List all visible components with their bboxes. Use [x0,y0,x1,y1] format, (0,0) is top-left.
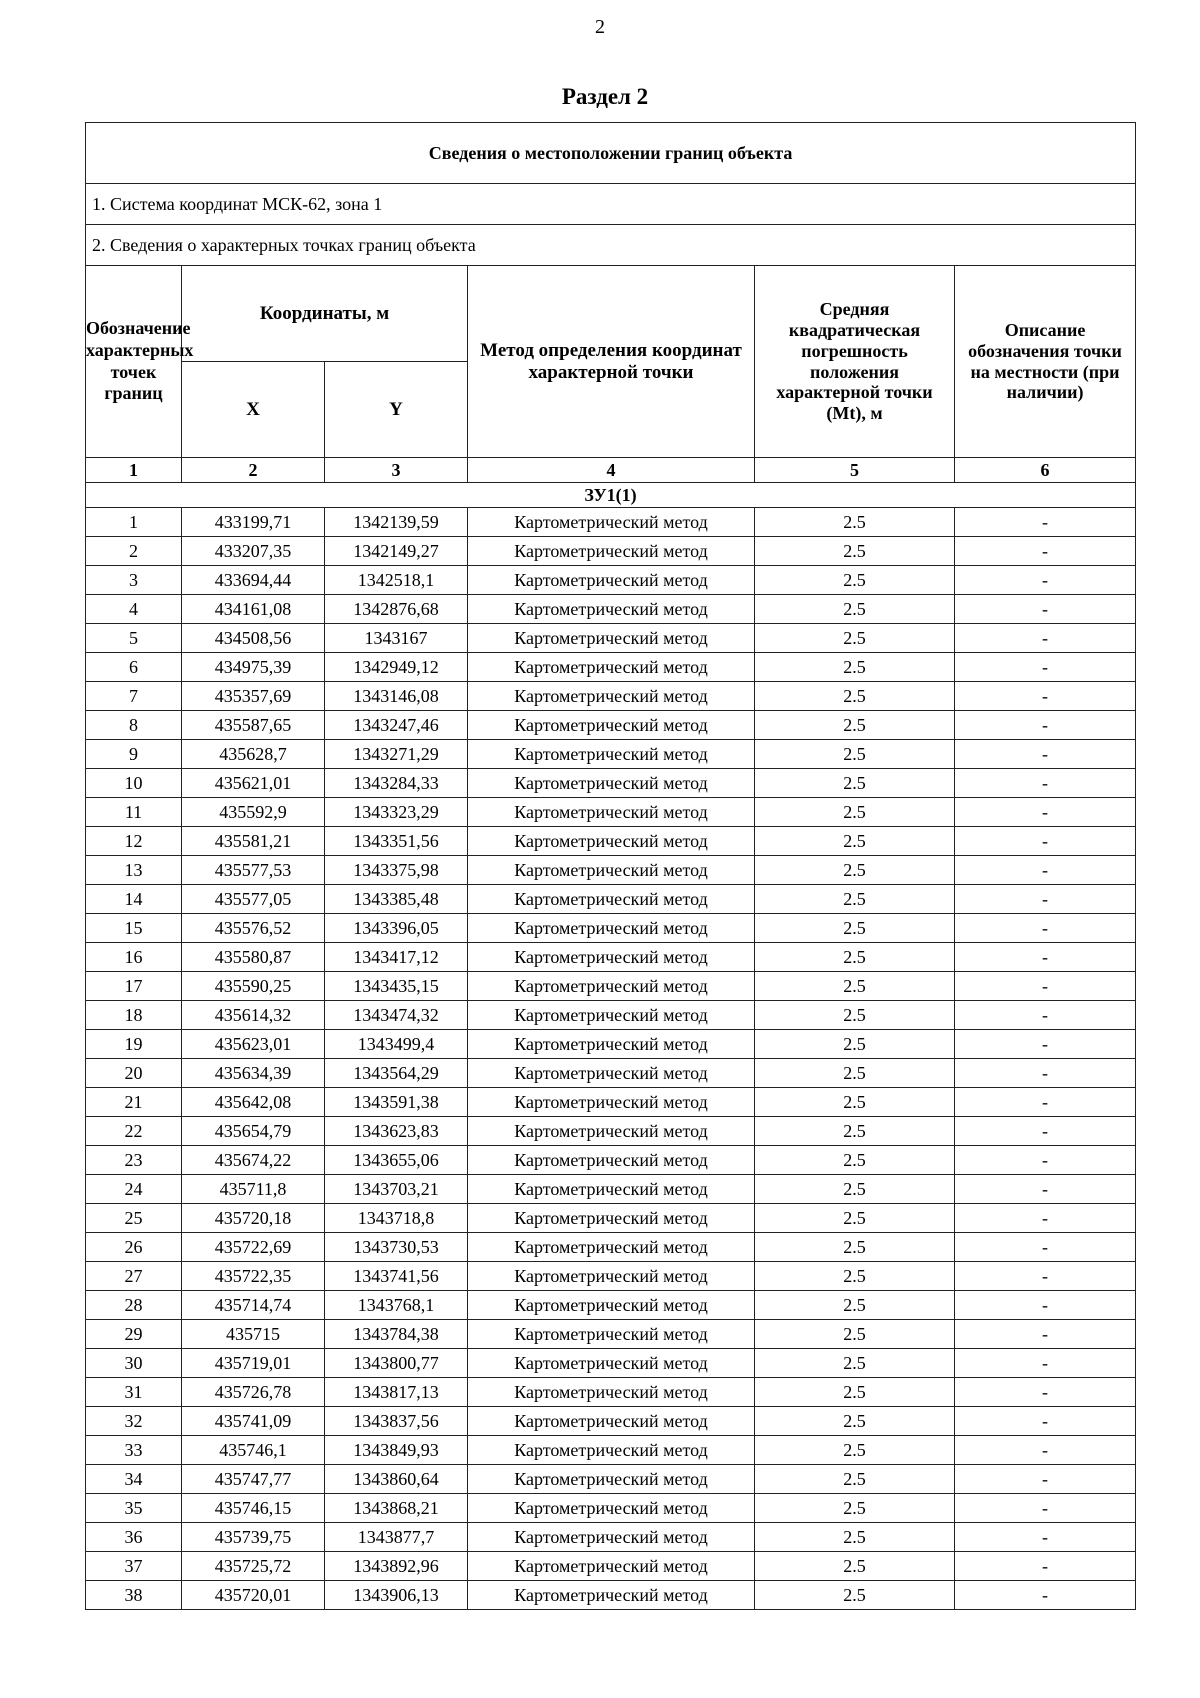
y-coordinate-cell: 1343351,56 [325,827,468,856]
method-cell: Картометрический метод [468,943,755,972]
boundary-points-table [85,122,1136,1610]
method-cell: Картометрический метод [468,1291,755,1320]
point-number-cell: 22 [86,1117,182,1146]
table-row [86,1146,1136,1175]
x-coordinate-cell: 435674,22 [182,1146,325,1175]
point-number-cell: 35 [86,1494,182,1523]
y-coordinate-cell: 1343417,12 [325,943,468,972]
description-cell: - [955,1291,1136,1320]
description-cell: - [955,1175,1136,1204]
coord-system-row: 1. Система координат МСК-62, зона 1 [86,184,1136,225]
x-coordinate-cell: 435711,8 [182,1175,325,1204]
description-cell: - [955,508,1136,537]
x-coordinate-cell: 435580,87 [182,943,325,972]
column-numbers-row [86,458,1136,483]
method-cell: Картометрический метод [468,1088,755,1117]
table-row [86,798,1136,827]
method-cell: Картометрический метод [468,653,755,682]
y-coordinate-cell: 1343860,64 [325,1465,468,1494]
error-cell: 2.5 [755,1146,955,1175]
block-title: Сведения о местоположении границ объекта [86,123,1136,184]
header-y: Y [325,362,468,458]
point-number-cell: 33 [86,1436,182,1465]
description-cell: - [955,740,1136,769]
table-row [86,1088,1136,1117]
point-number-cell: 37 [86,1552,182,1581]
x-coordinate-cell: 435642,08 [182,1088,325,1117]
table-row [86,1233,1136,1262]
method-cell: Картометрический метод [468,1349,755,1378]
error-cell: 2.5 [755,537,955,566]
description-cell: - [955,1088,1136,1117]
point-number-cell: 38 [86,1581,182,1610]
point-number-cell: 9 [86,740,182,769]
error-cell: 2.5 [755,566,955,595]
description-cell: - [955,1523,1136,1552]
point-number-cell: 25 [86,1204,182,1233]
x-coordinate-cell: 435722,69 [182,1233,325,1262]
x-coordinate-cell: 435577,53 [182,856,325,885]
x-coordinate-cell: 435623,01 [182,1030,325,1059]
y-coordinate-cell: 1343499,4 [325,1030,468,1059]
table-row [86,972,1136,1001]
error-cell: 2.5 [755,653,955,682]
y-coordinate-cell: 1343591,38 [325,1088,468,1117]
table-row [86,1378,1136,1407]
method-cell: Картометрический метод [468,1204,755,1233]
point-number-cell: 1 [86,508,182,537]
description-cell: - [955,1204,1136,1233]
point-number-cell: 31 [86,1378,182,1407]
x-coordinate-cell: 435714,74 [182,1291,325,1320]
y-coordinate-cell: 1343396,05 [325,914,468,943]
method-cell: Картометрический метод [468,769,755,798]
point-number-cell: 20 [86,1059,182,1088]
method-cell: Картометрический метод [468,798,755,827]
description-cell: - [955,537,1136,566]
x-coordinate-cell: 435746,1 [182,1436,325,1465]
error-cell: 2.5 [755,1320,955,1349]
x-coordinate-cell: 435654,79 [182,1117,325,1146]
point-number-cell: 32 [86,1407,182,1436]
point-number-cell: 24 [86,1175,182,1204]
point-number-cell: 14 [86,885,182,914]
error-cell: 2.5 [755,1117,955,1146]
error-cell: 2.5 [755,798,955,827]
point-number-cell: 6 [86,653,182,682]
column-number: 6 [955,458,1136,483]
y-coordinate-cell: 1343655,06 [325,1146,468,1175]
method-cell: Картометрический метод [468,508,755,537]
table-row [86,885,1136,914]
point-number-cell: 10 [86,769,182,798]
method-cell: Картометрический метод [468,711,755,740]
method-cell: Картометрический метод [468,1523,755,1552]
method-cell: Картометрический метод [468,1117,755,1146]
error-cell: 2.5 [755,1030,955,1059]
point-number-cell: 12 [86,827,182,856]
point-number-cell: 18 [86,1001,182,1030]
method-cell: Картометрический метод [468,1146,755,1175]
point-number-cell: 2 [86,537,182,566]
column-number: 5 [755,458,955,483]
table-row [86,1117,1136,1146]
header-coordinates: Координаты, м [182,266,468,362]
x-coordinate-cell: 435576,52 [182,914,325,943]
table-row [86,1523,1136,1552]
x-coordinate-cell: 435628,7 [182,740,325,769]
table-row [86,1552,1136,1581]
x-coordinate-cell: 435357,69 [182,682,325,711]
error-cell: 2.5 [755,624,955,653]
table-row [86,1494,1136,1523]
x-coordinate-cell: 435722,35 [182,1262,325,1291]
description-cell: - [955,972,1136,1001]
description-cell: - [955,1465,1136,1494]
description-cell: - [955,827,1136,856]
x-coordinate-cell: 435634,39 [182,1059,325,1088]
point-number-cell: 13 [86,856,182,885]
error-cell: 2.5 [755,1436,955,1465]
error-cell: 2.5 [755,1552,955,1581]
table-row [86,914,1136,943]
description-cell: - [955,1552,1136,1581]
table-row [86,740,1136,769]
column-number: 1 [86,458,182,483]
description-cell: - [955,769,1136,798]
y-coordinate-cell: 1342139,59 [325,508,468,537]
y-coordinate-cell: 1343817,13 [325,1378,468,1407]
y-coordinate-cell: 1343323,29 [325,798,468,827]
description-cell: - [955,1059,1136,1088]
y-coordinate-cell: 1343800,77 [325,1349,468,1378]
y-coordinate-cell: 1342149,27 [325,537,468,566]
method-cell: Картометрический метод [468,624,755,653]
group-label: ЗУ1(1) [86,483,1136,508]
y-coordinate-cell: 1343247,46 [325,711,468,740]
x-coordinate-cell: 435715 [182,1320,325,1349]
header-x: X [182,362,325,458]
table-row [86,1204,1136,1233]
error-cell: 2.5 [755,1378,955,1407]
description-cell: - [955,624,1136,653]
error-cell: 2.5 [755,595,955,624]
points-title-row: 2. Сведения о характерных точках границ объекта [86,225,1136,266]
point-number-cell: 11 [86,798,182,827]
method-cell: Картометрический метод [468,740,755,769]
table-row [86,1059,1136,1088]
y-coordinate-cell: 1343892,96 [325,1552,468,1581]
table-row [86,769,1136,798]
point-number-cell: 8 [86,711,182,740]
point-number-cell: 23 [86,1146,182,1175]
table-row [86,943,1136,972]
point-number-cell: 34 [86,1465,182,1494]
description-cell: - [955,1407,1136,1436]
method-cell: Картометрический метод [468,972,755,1001]
point-number-cell: 30 [86,1349,182,1378]
method-cell: Картометрический метод [468,856,755,885]
method-cell: Картометрический метод [468,1465,755,1494]
y-coordinate-cell: 1343877,7 [325,1523,468,1552]
y-coordinate-cell: 1343849,93 [325,1436,468,1465]
description-cell: - [955,653,1136,682]
description-cell: - [955,1233,1136,1262]
page-number: 2 [595,16,605,38]
method-cell: Картометрический метод [468,595,755,624]
y-coordinate-cell: 1343167 [325,624,468,653]
y-coordinate-cell: 1343784,38 [325,1320,468,1349]
method-cell: Картометрический метод [468,1262,755,1291]
point-number-cell: 27 [86,1262,182,1291]
table-row [86,508,1136,537]
x-coordinate-cell: 435614,32 [182,1001,325,1030]
method-cell: Картометрический метод [468,1552,755,1581]
method-cell: Картометрический метод [468,827,755,856]
y-coordinate-cell: 1343564,29 [325,1059,468,1088]
error-cell: 2.5 [755,1465,955,1494]
x-coordinate-cell: 435577,05 [182,885,325,914]
table-row [86,595,1136,624]
x-coordinate-cell: 433207,35 [182,537,325,566]
method-cell: Картометрический метод [468,1059,755,1088]
description-cell: - [955,682,1136,711]
description-cell: - [955,566,1136,595]
method-cell: Картометрический метод [468,1030,755,1059]
y-coordinate-cell: 1343768,1 [325,1291,468,1320]
error-cell: 2.5 [755,711,955,740]
method-cell: Картометрический метод [468,885,755,914]
column-number: 3 [325,458,468,483]
description-cell: - [955,1117,1136,1146]
y-coordinate-cell: 1343284,33 [325,769,468,798]
description-cell: - [955,1378,1136,1407]
description-cell: - [955,1320,1136,1349]
y-coordinate-cell: 1343385,48 [325,885,468,914]
description-cell: - [955,798,1136,827]
x-coordinate-cell: 433694,44 [182,566,325,595]
description-cell: - [955,1436,1136,1465]
point-number-cell: 5 [86,624,182,653]
table-row [86,624,1136,653]
x-coordinate-cell: 435719,01 [182,1349,325,1378]
method-cell: Картометрический метод [468,914,755,943]
header-method: Метод определения координат характерной точки [468,266,755,458]
method-cell: Картометрический метод [468,1494,755,1523]
description-cell: - [955,711,1136,740]
error-cell: 2.5 [755,1581,955,1610]
description-cell: - [955,595,1136,624]
method-cell: Картометрический метод [468,1378,755,1407]
description-cell: - [955,1146,1136,1175]
column-number: 4 [468,458,755,483]
table-row [86,1175,1136,1204]
y-coordinate-cell: 1343868,21 [325,1494,468,1523]
error-cell: 2.5 [755,508,955,537]
method-cell: Картометрический метод [468,1407,755,1436]
x-coordinate-cell: 435720,18 [182,1204,325,1233]
table-row [86,856,1136,885]
table-row [86,827,1136,856]
error-cell: 2.5 [755,1088,955,1117]
y-coordinate-cell: 1343435,15 [325,972,468,1001]
x-coordinate-cell: 435581,21 [182,827,325,856]
method-cell: Картометрический метод [468,1320,755,1349]
y-coordinate-cell: 1343906,13 [325,1581,468,1610]
description-cell: - [955,943,1136,972]
error-cell: 2.5 [755,1001,955,1030]
header-point-designation: Обозначение характерных точек границ [86,266,182,458]
x-coordinate-cell: 435592,9 [182,798,325,827]
table-row [86,1291,1136,1320]
error-cell: 2.5 [755,856,955,885]
point-number-cell: 29 [86,1320,182,1349]
x-coordinate-cell: 434975,39 [182,653,325,682]
y-coordinate-cell: 1343623,83 [325,1117,468,1146]
description-cell: - [955,856,1136,885]
header-description: Описание обозначения точки на местности (при наличии) [955,266,1136,458]
error-cell: 2.5 [755,682,955,711]
method-cell: Картометрический метод [468,1233,755,1262]
table-row [86,537,1136,566]
table-row [86,1320,1136,1349]
x-coordinate-cell: 435739,75 [182,1523,325,1552]
y-coordinate-cell: 1343146,08 [325,682,468,711]
table-row [86,1581,1136,1610]
table-row [86,1436,1136,1465]
error-cell: 2.5 [755,972,955,1001]
y-coordinate-cell: 1342949,12 [325,653,468,682]
error-cell: 2.5 [755,740,955,769]
method-cell: Картометрический метод [468,1001,755,1030]
error-cell: 2.5 [755,885,955,914]
method-cell: Картометрический метод [468,1175,755,1204]
y-coordinate-cell: 1343837,56 [325,1407,468,1436]
y-coordinate-cell: 1342876,68 [325,595,468,624]
description-cell: - [955,914,1136,943]
error-cell: 2.5 [755,914,955,943]
description-cell: - [955,1349,1136,1378]
x-coordinate-cell: 435587,65 [182,711,325,740]
y-coordinate-cell: 1343730,53 [325,1233,468,1262]
table-row [86,566,1136,595]
error-cell: 2.5 [755,769,955,798]
method-cell: Картометрический метод [468,682,755,711]
method-cell: Картометрический метод [468,537,755,566]
error-cell: 2.5 [755,943,955,972]
error-cell: 2.5 [755,1291,955,1320]
x-coordinate-cell: 435720,01 [182,1581,325,1610]
header-error: Средняя квадратическая погрешность положения характерной точки (Mt), м [755,266,955,458]
point-number-cell: 19 [86,1030,182,1059]
point-number-cell: 36 [86,1523,182,1552]
error-cell: 2.5 [755,1262,955,1291]
x-coordinate-cell: 435747,77 [182,1465,325,1494]
table-row [86,653,1136,682]
table-row [86,1001,1136,1030]
x-coordinate-cell: 435741,09 [182,1407,325,1436]
table-row [86,1407,1136,1436]
point-number-cell: 28 [86,1291,182,1320]
method-cell: Картометрический метод [468,1581,755,1610]
method-cell: Картометрический метод [468,1436,755,1465]
y-coordinate-cell: 1343271,29 [325,740,468,769]
y-coordinate-cell: 1343718,8 [325,1204,468,1233]
error-cell: 2.5 [755,1233,955,1262]
description-cell: - [955,1581,1136,1610]
x-coordinate-cell: 435621,01 [182,769,325,798]
point-number-cell: 21 [86,1088,182,1117]
x-coordinate-cell: 434508,56 [182,624,325,653]
column-number: 2 [182,458,325,483]
x-coordinate-cell: 435725,72 [182,1552,325,1581]
y-coordinate-cell: 1343703,21 [325,1175,468,1204]
error-cell: 2.5 [755,1523,955,1552]
description-cell: - [955,885,1136,914]
point-number-cell: 17 [86,972,182,1001]
description-cell: - [955,1262,1136,1291]
table-row [86,1349,1136,1378]
point-number-cell: 7 [86,682,182,711]
point-number-cell: 15 [86,914,182,943]
y-coordinate-cell: 1343375,98 [325,856,468,885]
table-row [86,1262,1136,1291]
point-number-cell: 26 [86,1233,182,1262]
point-number-cell: 4 [86,595,182,624]
error-cell: 2.5 [755,1204,955,1233]
method-cell: Картометрический метод [468,566,755,595]
description-cell: - [955,1030,1136,1059]
error-cell: 2.5 [755,1494,955,1523]
x-coordinate-cell: 433199,71 [182,508,325,537]
y-coordinate-cell: 1342518,1 [325,566,468,595]
x-coordinate-cell: 435746,15 [182,1494,325,1523]
x-coordinate-cell: 435590,25 [182,972,325,1001]
point-number-cell: 16 [86,943,182,972]
table-row [86,1465,1136,1494]
error-cell: 2.5 [755,827,955,856]
error-cell: 2.5 [755,1349,955,1378]
y-coordinate-cell: 1343741,56 [325,1262,468,1291]
error-cell: 2.5 [755,1407,955,1436]
table-row [86,711,1136,740]
y-coordinate-cell: 1343474,32 [325,1001,468,1030]
table-row [86,682,1136,711]
point-number-cell: 3 [86,566,182,595]
section-title: Раздел 2 [561,84,649,109]
x-coordinate-cell: 435726,78 [182,1378,325,1407]
description-cell: - [955,1001,1136,1030]
error-cell: 2.5 [755,1059,955,1088]
error-cell: 2.5 [755,1175,955,1204]
x-coordinate-cell: 434161,08 [182,595,325,624]
description-cell: - [955,1494,1136,1523]
table-row [86,1030,1136,1059]
